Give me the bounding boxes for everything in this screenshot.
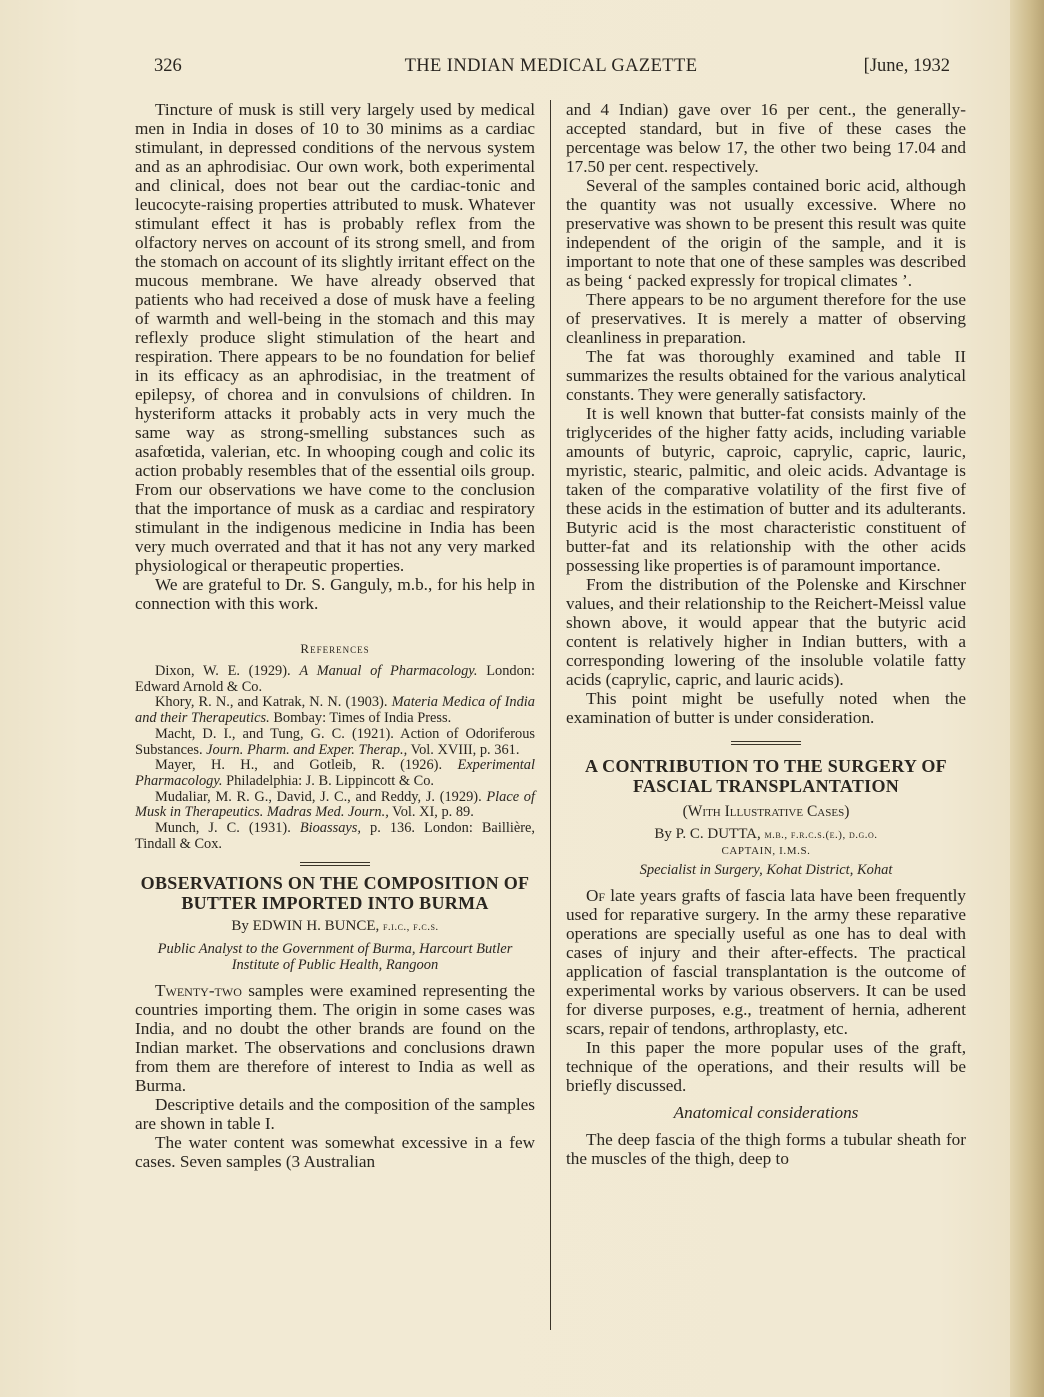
- body-paragraph: The deep fascia of the thigh forms a tubular sheath for the muscles of the thigh, deep to: [566, 1130, 966, 1168]
- author-affiliation: Specialist in Surgery, Kohat District, Kohat: [639, 862, 893, 878]
- article-title-fascia: A CONTRIBUTION TO THE SURGERY OF FASCIAL TRANSPLANTATION: [585, 756, 947, 796]
- body-paragraph: The water content was somewhat excessive in a few cases. Seven samples (3 Australian: [135, 1133, 535, 1172]
- reference-item: Mudaliar, M. R. G., David, J. C., and Reddy, J. (1929). Place of Musk in Therapeutics. Madras Med. Journ., Vol. XI, p. 89.: [135, 788, 535, 821]
- body-paragraph: It is well known that butter-fat consists mainly of the triglycerides of the higher fatty acids, including variable amounts of butyric, caproic, caprylic, capric, lauric, myristic, stearic, palmitic, and oleic acids. Advantage is taken of the comparative volatility of the first five of these acids in the estimation of butter and its adulterants. Butyric acid is the most characteristic constituent of butter-fat and its relationship with the other acids possessing like properties is of paramount importance.: [566, 404, 966, 575]
- reference-item: Khory, R. N., and Katrak, N. N. (1903). Materia Medica of India and their Therapeutics. Bombay: Times of India Press.: [135, 694, 535, 727]
- body-paragraph: and 4 Indian) gave over 16 per cent., the generally-accepted standard, but in five of these cases the percentage was below 17, the other two being 17.04 and 17.50 per cent. respectively.: [566, 100, 966, 176]
- body-paragraph: The fat was thoroughly examined and table II summarizes the results obtained for the various analytical constants. They were generally satisfactory.: [566, 347, 966, 404]
- body-paragraph: Of late years grafts of fascia lata have been frequently used for reparative surgery. In the army these reparative operations are specially useful as one has to deal with cases of injury and their after-effects. The practical application of fascial transplantation is the outcome of experimental works by various observers. It can be used for diverse purposes, e.g., treatment of hernia, adherent scars, repair of tendons, arthroplasty, etc.: [566, 886, 966, 1038]
- references-heading: References: [300, 641, 370, 656]
- author-affiliation: Public Analyst to the Government of Burma, Harcourt Butler Institute of Public Health, Rangoon: [157, 941, 513, 974]
- musk-paragraph: Tincture of musk is still very largely used by medical men in India in doses of 10 to 30 minims as a cardiac stimulant, in depressed conditions of the nervous system and as an aphrodisiac. Our own work, both experimental and clinical, does not bear out the cardiac-tonic and leucocyte-raising properties attributed to musk. Whatever stimulant effect it has is probably reflex from the olfactory nerves on account of its strong smell, and from the stomach on account of its slightly irritant effect on the mucous membrane. We have already observed that patients who had received a dose of musk have a feeling of warmth and well-being in the stomach and this may reflexly produce slight stimulation of the heart and respiration. There appears to be no foundation for belief in its efficacy as an aphrodisiac, in the treatment of epilepsy, of chorea and in convulsions of children. In hysteriform attacks it probably acts in very much the same way as strong-smelling substances such as asafœtida, valerian, etc. In whooping cough and colic its action probably resembles that of the essential oils group. From our observations we have come to the conclusion that the importance of musk as a cardiac and respiratory stimulant in the indigenous medicine in India has been very much overrated and that it has not any very marked physiological or therapeutic properties.: [135, 100, 535, 575]
- author-byline: By P. C. DUTTA, m.b., f.r.c.s.(e.), d.g.o.: [654, 826, 878, 842]
- article-subtitle: (With Illustrative Cases): [682, 803, 850, 820]
- reference-item: Macht, D. I., and Tung, G. C. (1921). Action of Odoriferous Substances. Journ. Pharm. and Exper. Therap., Vol. XVIII, p. 361.: [135, 725, 535, 758]
- reference-item: Munch, J. C. (1931). Bioassays, p. 136. London: Baillière, Tindall & Cox.: [135, 820, 535, 852]
- page-number: 326: [154, 56, 182, 76]
- body-paragraph: Twenty-two samples were examined representing the countries importing them. The origin in some cases was India, and no doubt the other brands are found on the Indian market. The observations and conclusions drawn from them are therefore of interest to India as well as Burma.: [135, 981, 536, 1096]
- acknowledgement-paragraph: We are grateful to Dr. S. Ganguly, m.b., for his help in connection with this work.: [135, 575, 535, 613]
- journal-title: THE INDIAN MEDICAL GAZETTE: [404, 56, 698, 76]
- body-paragraph: In this paper the more popular uses of the graft, technique of the operations, and their results will be briefly discussed.: [566, 1038, 966, 1095]
- body-paragraph: Several of the samples contained boric acid, although the quantity was not usually excessive. Where no preservative was shown to be present this result was quite independent of the origin of the sample, and it is important to note that one of these samples was described as being ‘ packed expressly for tropical climates ’.: [566, 176, 966, 290]
- reference-item: Dixon, W. E. (1929). A Manual of Pharmacology. London: Edward Arnold & Co.: [135, 663, 535, 695]
- body-paragraph: This point might be usefully noted when the examination of butter is under consideration.: [566, 689, 966, 727]
- body-paragraph: Descriptive details and the composition of the samples are shown in table I.: [135, 1095, 535, 1134]
- left-column: [135, 100, 535, 1171]
- article-title-butter: OBSERVATIONS ON THE COMPOSITION OF BUTTER IMPORTED INTO BURMA: [140, 873, 530, 913]
- references-list: [135, 664, 535, 852]
- author-byline: By EDWIN H. BUNCE, f.i.c., f.c.s.: [231, 918, 439, 935]
- right-column: [566, 100, 966, 1168]
- reference-item: Mayer, H. H., and Gotleib, R. (1926). Experimental Pharmacology. Philadelphia: J. B. Lippincott & Co.: [135, 757, 535, 789]
- running-header: [152, 56, 950, 80]
- page-edge: [1010, 0, 1044, 1397]
- column-divider: [550, 100, 551, 1330]
- body-paragraph: There appears to be no argument therefore for the use of preservatives. It is merely a matter of observing cleanliness in preparation.: [566, 290, 966, 347]
- article-separator: [300, 862, 370, 866]
- section-heading: Anatomical considerations: [673, 1103, 859, 1122]
- body-paragraph: From the distribution of the Polenske and Kirschner values, and their relationship to the Reichert-Meissl value shown above, it would appear that the butyric acid content is relatively higher in Indian butters, with a corresponding lowering of the insoluble volatile fatty acids (caprylic, capric, and lauric acids).: [566, 575, 966, 689]
- author-rank: CAPTAIN, I.M.S.: [721, 845, 811, 857]
- article-separator: [731, 741, 801, 745]
- issue-date: [June, 1932: [863, 56, 950, 76]
